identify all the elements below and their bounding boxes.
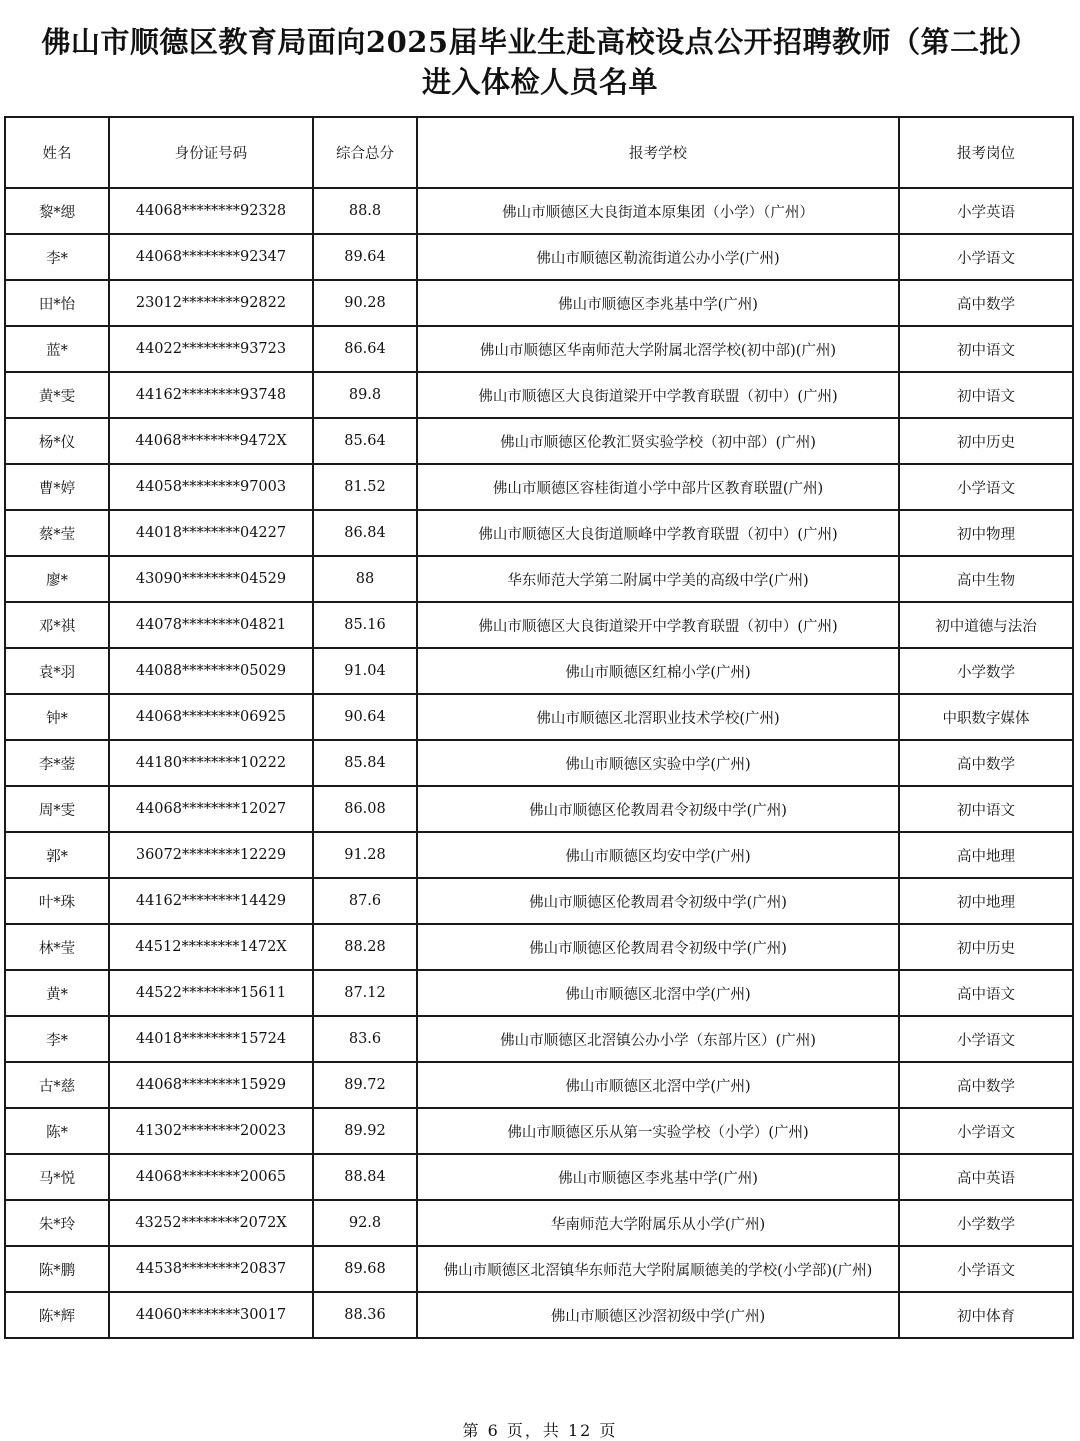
cell-total-score: 81.52 <box>313 464 417 510</box>
cell-name: 邓*祺 <box>5 602 109 648</box>
cell-total-score: 88.28 <box>313 924 417 970</box>
cell-total-score: 90.28 <box>313 280 417 326</box>
cell-name: 曹*婷 <box>5 464 109 510</box>
cell-position: 初中语文 <box>899 326 1073 372</box>
cell-school: 佛山市顺德区伦教周君令初级中学(广州) <box>417 878 899 924</box>
cell-total-score: 86.64 <box>313 326 417 372</box>
cell-total-score: 88 <box>313 556 417 602</box>
table-row <box>5 1108 1073 1154</box>
cell-name: 黄*雯 <box>5 372 109 418</box>
table-row <box>5 326 1073 372</box>
cell-id-number: 44058********97003 <box>109 464 313 510</box>
cell-position: 初中语文 <box>899 786 1073 832</box>
cell-position: 高中生物 <box>899 556 1073 602</box>
cell-total-score: 88.8 <box>313 188 417 234</box>
cell-id-number: 44022********93723 <box>109 326 313 372</box>
cell-name: 蓝* <box>5 326 109 372</box>
cell-id-number: 44538********20837 <box>109 1246 313 1292</box>
cell-total-score: 89.68 <box>313 1246 417 1292</box>
cell-school: 佛山市顺德区大良街道梁开中学教育联盟（初中）(广州) <box>417 602 899 648</box>
cell-total-score: 88.36 <box>313 1292 417 1338</box>
cell-total-score: 83.6 <box>313 1016 417 1062</box>
cell-total-score: 91.28 <box>313 832 417 878</box>
cell-name: 蔡*莹 <box>5 510 109 556</box>
cell-school: 佛山市顺德区李兆基中学(广州) <box>417 1154 899 1200</box>
cell-total-score: 86.08 <box>313 786 417 832</box>
cell-id-number: 23012********92822 <box>109 280 313 326</box>
cell-id-number: 43090********04529 <box>109 556 313 602</box>
cell-total-score: 90.64 <box>313 694 417 740</box>
cell-school: 佛山市顺德区华南师范大学附属北滘学校(初中部)(广州) <box>417 326 899 372</box>
cell-name: 袁*羽 <box>5 648 109 694</box>
cell-position: 小学语文 <box>899 1246 1073 1292</box>
table-row <box>5 832 1073 878</box>
cell-name: 叶*珠 <box>5 878 109 924</box>
table-row <box>5 418 1073 464</box>
cell-name: 李* <box>5 234 109 280</box>
table-row <box>5 1062 1073 1108</box>
cell-id-number: 44068********12027 <box>109 786 313 832</box>
cell-id-number: 44512********1472X <box>109 924 313 970</box>
cell-total-score: 92.8 <box>313 1200 417 1246</box>
cell-id-number: 44018********04227 <box>109 510 313 556</box>
cell-position: 高中英语 <box>899 1154 1073 1200</box>
cell-school: 佛山市顺德区北滘镇华东师范大学附属顺德美的学校(小学部)(广州) <box>417 1246 899 1292</box>
cell-id-number: 44068********15929 <box>109 1062 313 1108</box>
cell-id-number: 43252********2072X <box>109 1200 313 1246</box>
page-title <box>0 22 1080 102</box>
cell-total-score: 88.84 <box>313 1154 417 1200</box>
cell-name: 钟* <box>5 694 109 740</box>
header-school: 报考学校 <box>417 117 899 188</box>
table-row <box>5 1154 1073 1200</box>
cell-school: 佛山市顺德区容桂街道小学中部片区教育联盟(广州) <box>417 464 899 510</box>
cell-position: 高中数学 <box>899 740 1073 786</box>
table-row <box>5 464 1073 510</box>
table-header <box>5 117 1073 188</box>
cell-school: 佛山市顺德区北滘中学(广州) <box>417 1062 899 1108</box>
table-row <box>5 1016 1073 1062</box>
table-row <box>5 510 1073 556</box>
cell-id-number: 44078********04821 <box>109 602 313 648</box>
cell-position: 初中道德与法治 <box>899 602 1073 648</box>
table-row <box>5 602 1073 648</box>
cell-id-number: 44018********15724 <box>109 1016 313 1062</box>
table-row <box>5 648 1073 694</box>
table-row <box>5 188 1073 234</box>
cell-school: 佛山市顺德区均安中学(广州) <box>417 832 899 878</box>
cell-id-number: 44068********20065 <box>109 1154 313 1200</box>
cell-total-score: 89.8 <box>313 372 417 418</box>
header-id-number: 身份证号码 <box>109 117 313 188</box>
cell-position: 小学语文 <box>899 1108 1073 1154</box>
cell-position: 小学英语 <box>899 188 1073 234</box>
cell-position: 初中历史 <box>899 924 1073 970</box>
cell-id-number: 36072********12229 <box>109 832 313 878</box>
cell-name: 廖* <box>5 556 109 602</box>
cell-total-score: 85.84 <box>313 740 417 786</box>
table-body <box>5 188 1073 1338</box>
table-row <box>5 878 1073 924</box>
cell-name: 黎*缌 <box>5 188 109 234</box>
cell-total-score: 89.64 <box>313 234 417 280</box>
cell-school: 佛山市顺德区大良街道梁开中学教育联盟（初中）(广州) <box>417 372 899 418</box>
cell-id-number: 44068********06925 <box>109 694 313 740</box>
cell-id-number: 44068********9472X <box>109 418 313 464</box>
cell-name: 陈* <box>5 1108 109 1154</box>
cell-position: 初中语文 <box>899 372 1073 418</box>
cell-position: 小学语文 <box>899 464 1073 510</box>
header-row <box>5 117 1073 188</box>
cell-name: 杨*仪 <box>5 418 109 464</box>
cell-position: 初中历史 <box>899 418 1073 464</box>
table-row <box>5 556 1073 602</box>
cell-school: 佛山市顺德区伦教汇贤实验学校（初中部）(广州) <box>417 418 899 464</box>
cell-school: 佛山市顺德区北滘职业技术学校(广州) <box>417 694 899 740</box>
table-row <box>5 1200 1073 1246</box>
cell-id-number: 44162********14429 <box>109 878 313 924</box>
cell-name: 李* <box>5 1016 109 1062</box>
table-row <box>5 234 1073 280</box>
cell-name: 周*雯 <box>5 786 109 832</box>
cell-total-score: 87.12 <box>313 970 417 1016</box>
cell-name: 马*悦 <box>5 1154 109 1200</box>
cell-name: 黄* <box>5 970 109 1016</box>
header-position: 报考岗位 <box>899 117 1073 188</box>
header-name: 姓名 <box>5 117 109 188</box>
cell-id-number: 44068********92328 <box>109 188 313 234</box>
table-row <box>5 1246 1073 1292</box>
cell-name: 陈*辉 <box>5 1292 109 1338</box>
cell-school: 华南师范大学附属乐从小学(广州) <box>417 1200 899 1246</box>
cell-position: 初中体育 <box>899 1292 1073 1338</box>
cell-position: 小学语文 <box>899 234 1073 280</box>
cell-position: 小学数学 <box>899 1200 1073 1246</box>
cell-name: 古*慈 <box>5 1062 109 1108</box>
cell-id-number: 41302********20023 <box>109 1108 313 1154</box>
cell-total-score: 85.16 <box>313 602 417 648</box>
cell-name: 林*莹 <box>5 924 109 970</box>
cell-total-score: 85.64 <box>313 418 417 464</box>
cell-school: 佛山市顺德区伦教周君令初级中学(广州) <box>417 786 899 832</box>
table-row <box>5 924 1073 970</box>
cell-school: 佛山市顺德区大良街道顺峰中学教育联盟（初中）(广州) <box>417 510 899 556</box>
cell-id-number: 44068********92347 <box>109 234 313 280</box>
table-row <box>5 280 1073 326</box>
cell-id-number: 44180********10222 <box>109 740 313 786</box>
table-row <box>5 786 1073 832</box>
cell-school: 佛山市顺德区勒流街道公办小学(广州) <box>417 234 899 280</box>
candidate-table <box>4 116 1074 1339</box>
cell-position: 高中数学 <box>899 1062 1073 1108</box>
page-title-line-2: 进入体检人员名单 <box>421 65 658 99</box>
cell-school: 佛山市顺德区乐从第一实验学校（小学）(广州) <box>417 1108 899 1154</box>
cell-id-number: 44060********30017 <box>109 1292 313 1338</box>
cell-school: 华东师范大学第二附属中学美的高级中学(广州) <box>417 556 899 602</box>
cell-school: 佛山市顺德区沙滘初级中学(广州) <box>417 1292 899 1338</box>
cell-school: 佛山市顺德区北滘中学(广州) <box>417 970 899 1016</box>
cell-id-number: 44162********93748 <box>109 372 313 418</box>
table-row <box>5 970 1073 1016</box>
cell-school: 佛山市顺德区伦教周君令初级中学(广州) <box>417 924 899 970</box>
cell-id-number: 44088********05029 <box>109 648 313 694</box>
cell-name: 李*蓥 <box>5 740 109 786</box>
cell-position: 初中物理 <box>899 510 1073 556</box>
cell-school: 佛山市顺德区实验中学(广州) <box>417 740 899 786</box>
cell-position: 中职数字媒体 <box>899 694 1073 740</box>
table-row <box>5 694 1073 740</box>
cell-position: 高中数学 <box>899 280 1073 326</box>
page-title-line-1: 佛山市顺德区教育局面向2025届毕业生赴高校设点公开招聘教师（第二批） <box>41 25 1039 59</box>
cell-name: 郭* <box>5 832 109 878</box>
cell-school: 佛山市顺德区北滘镇公办小学（东部片区）(广州) <box>417 1016 899 1062</box>
page-number: 第 6 页，共 12 页 <box>462 1421 618 1440</box>
cell-name: 朱*玲 <box>5 1200 109 1246</box>
cell-position: 小学数学 <box>899 648 1073 694</box>
cell-school: 佛山市顺德区李兆基中学(广州) <box>417 280 899 326</box>
cell-total-score: 91.04 <box>313 648 417 694</box>
cell-id-number: 44522********15611 <box>109 970 313 1016</box>
table-row <box>5 1292 1073 1338</box>
cell-position: 初中地理 <box>899 878 1073 924</box>
table-row <box>5 740 1073 786</box>
table-row <box>5 372 1073 418</box>
cell-total-score: 89.72 <box>313 1062 417 1108</box>
cell-position: 高中地理 <box>899 832 1073 878</box>
cell-name: 田*怡 <box>5 280 109 326</box>
cell-total-score: 89.92 <box>313 1108 417 1154</box>
cell-school: 佛山市顺德区红棉小学(广州) <box>417 648 899 694</box>
cell-position: 高中语文 <box>899 970 1073 1016</box>
cell-name: 陈*鹏 <box>5 1246 109 1292</box>
cell-total-score: 86.84 <box>313 510 417 556</box>
header-total-score: 综合总分 <box>313 117 417 188</box>
cell-school: 佛山市顺德区大良街道本原集团（小学）（广州） <box>417 188 899 234</box>
cell-total-score: 87.6 <box>313 878 417 924</box>
cell-position: 小学语文 <box>899 1016 1073 1062</box>
